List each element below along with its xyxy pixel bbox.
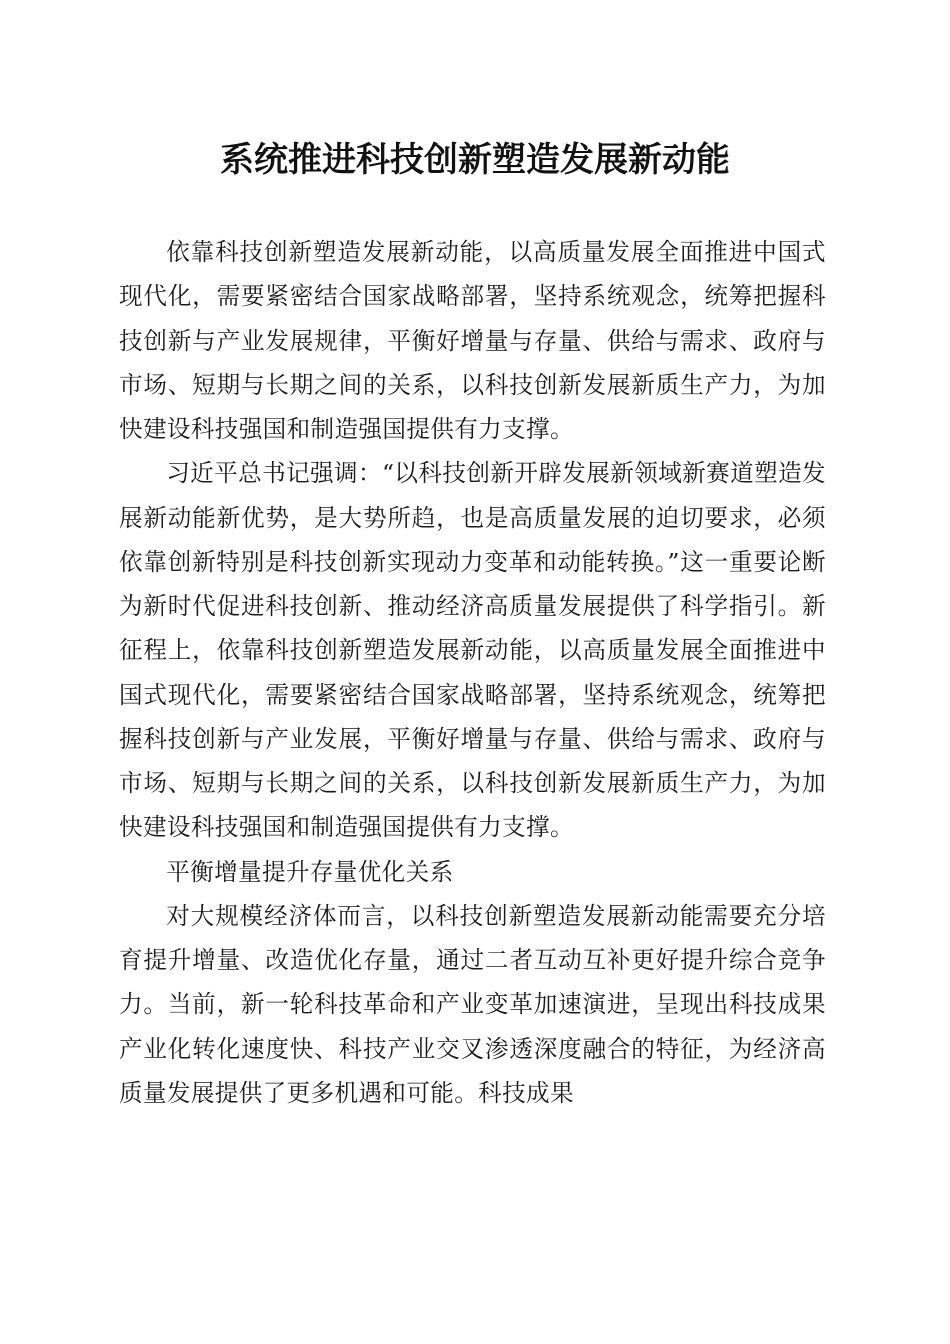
document-title: 系统推进科技创新塑造发展新动能 (220, 140, 730, 180)
document-body (119, 230, 826, 1115)
section-heading: 平衡增量提升存量优化关系 (166, 857, 454, 886)
paragraph: 对大规模经济体而言，以科技创新塑造发展新动能需要充分培育提升增量、改造优化存量，通过二者互动互补更好提升综合竞争力。当前，新一轮科技革命和产业变革加速演进，呈现出科技成果产业化转化速度快、科技产业交叉渗透深度融合的特征，为经济高质量发展提供了更多机遇和可能。科技成果 (119, 901, 826, 1107)
paragraph: 习近平总书记强调：“以科技创新开辟发展新领域新赛道塑造发展新动能新优势，是大势所趋，也是高质量发展的迫切要求，必须依靠创新特别是科技创新实现动力变革和动能转换。”这一重要论断为新时代促进科技创新、推动经济高质量发展提供了科学指引。新征程上，依靠科技创新塑造发展新动能，以高质量发展全面推进中国式现代化，需要紧密结合国家战略部署，坚持系统观念，统筹把握科技创新与产业发展，平衡好增量与存量、供给与需求、政府与市场、短期与长期之间的关系，以科技创新发展新质生产力，为加快建设科技强国和制造强国提供有力支撑。 (119, 459, 826, 842)
paragraph: 依靠科技创新塑造发展新动能，以高质量发展全面推进中国式现代化，需要紧密结合国家战略部署，坚持系统观念，统筹把握科技创新与产业发展规律，平衡好增量与存量、供给与需求、政府与市场、短期与长期之间的关系，以科技创新发展新质生产力，为加快建设科技强国和制造强国提供有力支撑。 (119, 238, 826, 443)
